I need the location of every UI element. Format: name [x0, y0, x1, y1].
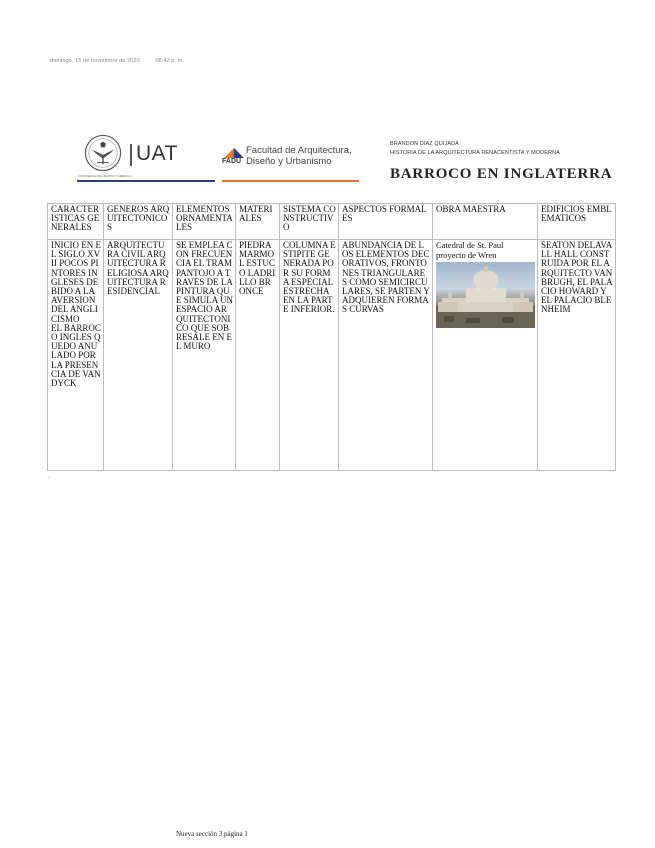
st-paul-cathedral-image	[436, 262, 535, 328]
obra-caption-line2: proyecto de Wren	[436, 249, 497, 260]
cell-sistema: COLUMNA ESTIPITE GENERADA POR SU FORMA ESPECIAL ESTRECHA EN LA PARTE INFERIOR.	[280, 240, 339, 471]
uat-caption: CONCIENCIA DE MÉXICO Y AMÉRICA	[78, 174, 132, 178]
document-title: BARROCO EN INGLATERRA	[390, 166, 613, 182]
cell-elementos: SE EMPLEA CON FRECUENCIA EL TRAMPANTOJO A TRAVES DE LA PINTURA QUE SIMULA UN ESPACIO ARQUITECTONICO QUE SOBRESALE EN EL MURO	[173, 240, 236, 471]
caracteristicas-text: INICIO EN EL SIGLO XVII POCOS PINTORES INGLESES DEBIDO A LA AVERSION DEL ANGLICISMO EL BARROCO INGLES QUEDO ANULADO POR LA PRESENCIA DE VAN DYCK	[51, 240, 101, 389]
cell-edificios: SEATON DELAVALL HALL CONSTRUIDA POR EL ARQUITECTO VANBRUGH, EL PALACIO HOWARD Y EL PALACIO BLENHEIM	[538, 240, 616, 471]
header-materiales: MATERIALES	[236, 204, 280, 240]
obra-caption-line1: Catedral de St. Paul	[436, 240, 504, 250]
table-row	[48, 240, 616, 471]
print-header	[50, 58, 198, 64]
obra-caption	[436, 241, 535, 260]
header-sistema: SISTEMA CONSTRUCTIVO	[280, 204, 339, 240]
blue-rule	[77, 180, 215, 182]
uat-logo	[76, 132, 216, 184]
print-date: domingo, 15 de noviembre de 2020	[50, 58, 140, 64]
author-name: BRANDON DÍAZ QUIJADA	[390, 141, 459, 147]
author-block	[390, 140, 560, 158]
uat-wordmark: UAT	[136, 142, 178, 165]
header-edificios: EDIFICIOS EMBLEMATICOS	[538, 204, 616, 240]
header-aspectos: ASPECTOS FORMALES	[339, 204, 433, 240]
header-caracteristicas: CARACTERISTICAS GENERALES	[48, 204, 104, 240]
cell-materiales: PIEDRA MARMOL ESTUCO LADRILLO BRONCE	[236, 240, 280, 471]
cell-aspectos: ABUNDANCIA DE LOS ELEMENTOS DECORATIVOS, FRONTONES TRIANGULARES COMO SEMICIRCULARES, SE PARTEN Y ADQUIEREN FORMAS CURVAS	[339, 240, 433, 471]
header-obra: OBRA MAESTRA	[433, 204, 538, 240]
fadu-name-line1: Facultad de Arquitectura,	[246, 145, 352, 156]
fadu-logo	[222, 142, 362, 182]
cathedral-illustration	[436, 262, 535, 328]
trailing-mark: .	[48, 474, 50, 480]
print-time: 08:42 p. m.	[155, 58, 184, 64]
fadu-abbreviation: FADU	[222, 158, 242, 165]
table-header-row	[48, 204, 616, 240]
header-generos: GENEROS ARQUITECTONICOS	[104, 204, 173, 240]
fadu-name	[246, 146, 352, 167]
orange-rule	[222, 180, 359, 182]
cell-obra	[433, 240, 538, 471]
page-footer: Nueva sección 3 página 1	[176, 830, 248, 838]
fadu-name-line2: Diseño y Urbanismo	[246, 155, 332, 167]
cell-caracteristicas	[48, 240, 104, 471]
baroque-table	[47, 203, 616, 471]
uat-seal-icon	[84, 134, 122, 172]
course-name: HISTORIA DE LA ARQUITECTURA RENACENTISTA Y MODERNA	[390, 150, 560, 156]
header-elementos: ELEMENTOS ORNAMENTALES	[173, 204, 236, 240]
cell-generos: ARQUITECTURA CIVIL ARQUITECTURA RELIGIOSA ARQUITECTURA RESIDENCIAL	[104, 240, 173, 471]
uat-divider	[130, 144, 132, 166]
